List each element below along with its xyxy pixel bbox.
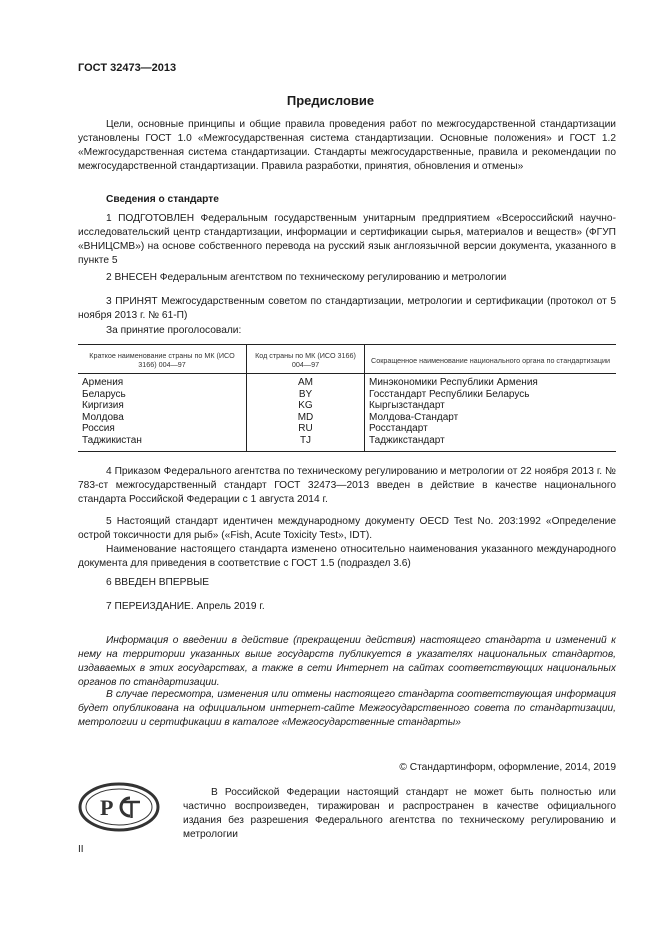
table-header-body: Сокращенное наименование национального органа по стандартизации — [365, 345, 617, 374]
item-5: 5 Настоящий стандарт идентичен международному документу OECD Test No. 203:1992 «Определение острой токсичности для рыб» («Fish, Acute Toxicity Test», IDT). — [78, 516, 616, 541]
table-cell-country: Армения — [78, 374, 247, 389]
voting-table — [78, 344, 616, 452]
vote-label: За принятие проголосовали: — [106, 325, 242, 336]
table-row — [78, 374, 616, 389]
table-row — [78, 400, 616, 412]
notice-paragraph-1: Информация о введении в действие (прекращении действия) настоящего стандарта и изменений к нему на территории указанных выше государств публикуется в указателях национальных стандартов, издаваемых в этих государствах, а также в сети Интернет на сайтах соответствующих национальных органов по стандартизации. — [78, 635, 616, 688]
table-cell-country: Киргизия — [78, 400, 247, 412]
table-cell-body: Минэкономики Республики Армения — [369, 377, 538, 388]
notice-paragraph-2: В случае пересмотра, изменения или отмены настоящего стандарта соответствующая информация будет опубликована на официальном интернет-сайте Межгосударственного совета по стандартизации, метрологии и сертификации в каталоге «Межгосударственные стандарты» — [78, 689, 616, 728]
table-cell-body: Госстандарт Республики Беларусь — [369, 388, 530, 400]
table-cell-country: Беларусь — [78, 389, 247, 401]
table-row — [78, 389, 616, 401]
table-row — [78, 423, 616, 435]
rights-notice: В Российской Федерации настоящий стандарт не может быть полностью или частично воспроизведен, тиражирован и распространен в качестве официального издания без разрешения Федерального агентства по техническому регулированию и метрологии — [183, 787, 616, 840]
table-cell-country: Молдова — [78, 412, 247, 424]
item-7: 7 ПЕРЕИЗДАНИЕ. Апрель 2019 г. — [106, 601, 265, 612]
table-cell-body: Молдова-Стандарт — [369, 411, 459, 423]
table-cell-code: MD — [247, 412, 365, 424]
table-cell-country: Россия — [78, 423, 247, 435]
table-cell-code: BY — [247, 389, 365, 401]
table-header-row — [78, 345, 616, 374]
item-2: 2 ВНЕСЕН Федеральным агентством по техническому регулированию и метрологии — [106, 272, 507, 283]
table-cell-code: AM — [247, 374, 365, 389]
table-cell-body: Росстандарт — [369, 423, 428, 435]
svg-text:P: P — [100, 795, 114, 820]
intro-paragraph: Цели, основные принципы и общие правила проведения работ по межгосударственной стандартизации установлены ГОСТ 1.0 «Межгосударственная система стандартизации. Основные положения» и ГОСТ 1.2 «Межгосударственная система стандартизации. Стандарты межгосударственные, правила и рекомендации по межгосударственной стандартизации. Правила разработки, принятия, обновления и отмены» — [78, 119, 616, 172]
item-4: 4 Приказом Федерального агентства по техническому регулированию и метрологии от 22 ноября 2013 г. № 783-ст межгосударственный стандарт ГОСТ 32473—2013 введен в действие в качестве национального стандарта Российской Федерации с 1 августа 2014 г. — [78, 466, 616, 505]
item-1: 1 ПОДГОТОВЛЕН Федеральным государственным унитарным предприятием «Всероссийский научно-исследовательский центр стандартизации, информации и сертификации сырья, материалов и веществ» (ФГУП «ВНИЦСМВ») на основе собственного перевода на русский язык англоязычной версии документа, указанного в пункте 5 — [78, 213, 616, 266]
table-cell-code: KG — [247, 400, 365, 412]
table-row — [78, 412, 616, 424]
table-cell-code: RU — [247, 423, 365, 435]
table-cell-body: Кыргызстандарт — [369, 400, 445, 412]
page-title: Предисловие — [286, 93, 375, 108]
item-5-note: Наименование настоящего стандарта изменено относительно наименования указанного международного документа для приведения в соответствие с ГОСТ 1.5 (подраздел 3.6) — [78, 544, 616, 569]
table-cell-country: Таджикистан — [78, 435, 247, 451]
page-number: II — [78, 844, 84, 855]
document-code: ГОСТ 32473—2013 — [78, 62, 177, 74]
table-cell-body: Таджикстандарт — [369, 434, 445, 446]
table-cell-code: TJ — [247, 435, 365, 451]
table-row — [78, 435, 616, 451]
section-heading: Сведения о стандарте — [106, 194, 219, 205]
copyright-line: © Стандартинформ, оформление, 2014, 2019 — [399, 762, 616, 773]
item-6: 6 ВВЕДЕН ВПЕРВЫЕ — [106, 577, 210, 588]
rst-logo-icon — [78, 782, 160, 832]
item-3: 3 ПРИНЯТ Межгосударственным советом по стандартизации, метрологии и сертификации (протокол от 5 ноября 2013 г. № 61-П) — [78, 296, 616, 321]
table-header-code: Код страны по МК (ИСО 3166) 004—97 — [247, 345, 365, 374]
table-header-country: Краткое наименование страны по МК (ИСО 3166) 004—97 — [78, 345, 247, 374]
